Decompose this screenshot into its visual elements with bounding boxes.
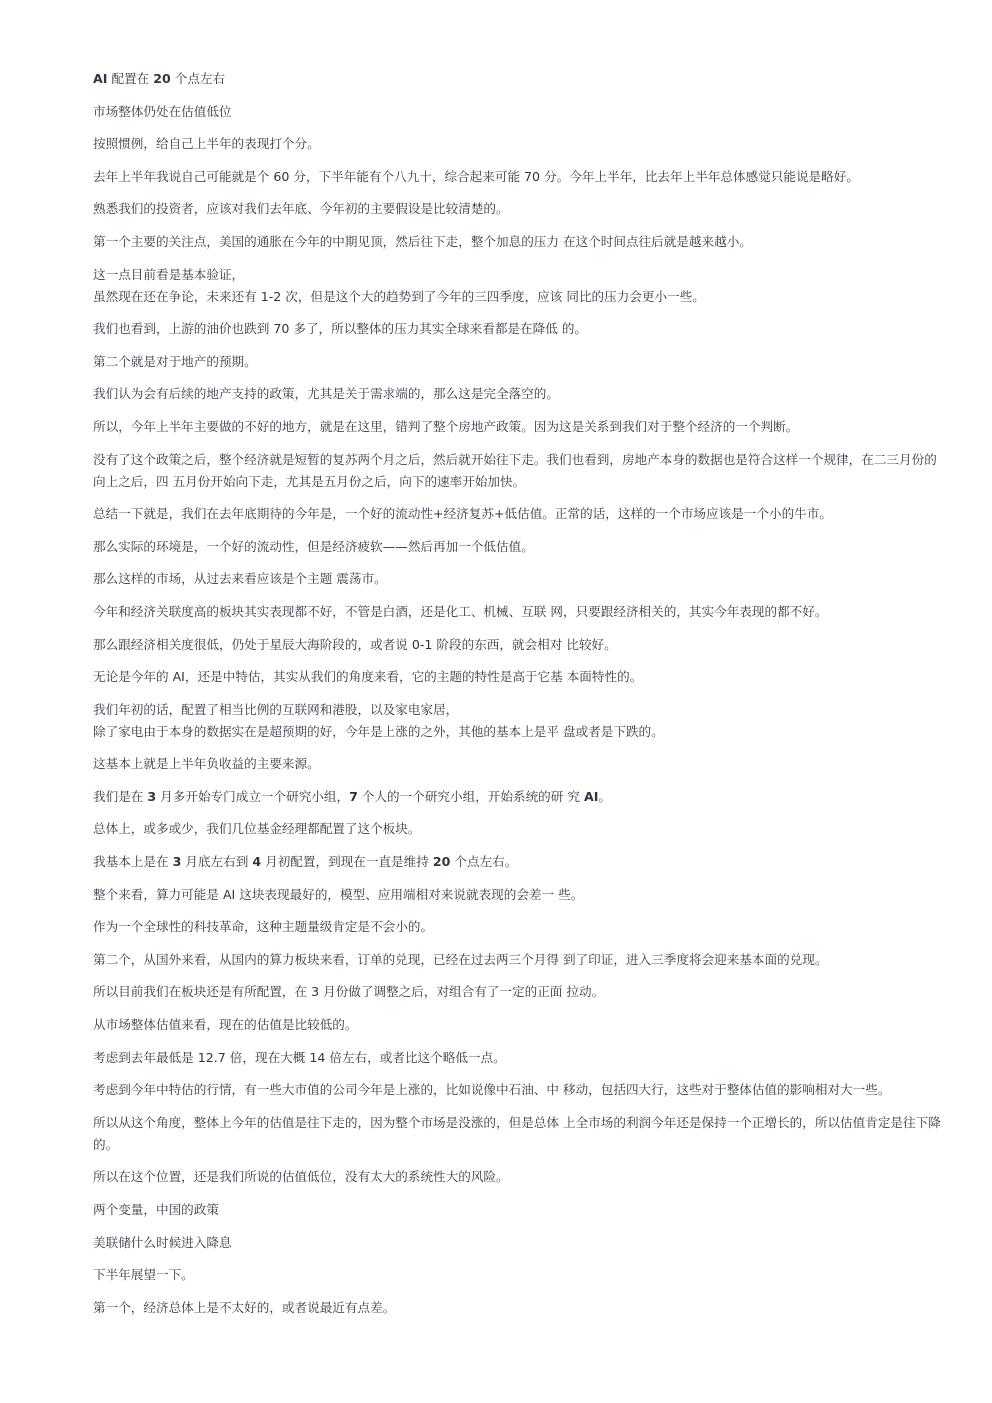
paragraph <box>93 449 945 493</box>
paragraph <box>93 753 945 775</box>
paragraph <box>93 666 945 688</box>
paragraph <box>93 818 945 840</box>
text-line: 我们年初的话，配置了相当比例的互联网和港股，以及家电家居， <box>93 701 459 717</box>
paragraph <box>93 68 945 90</box>
text-line: 除了家电由于本身的数据实在是超预期的好，今年是上涨的之外，其他的基本上是平 盘或者是下跌的。 <box>93 723 664 739</box>
text-line: 虽然现在还在争论，未来还有 1-2 次，但是这个大的趋势到了今年的三四季度，应该 同比的压力会更小一些。 <box>93 288 705 304</box>
text-run: 所以，今年上半年主要做的不好的地方，就是在这里，错判了整个房地产政策。因为这是关系到我们对于整个经济的一个判断。 <box>93 418 799 434</box>
paragraph <box>93 1047 945 1069</box>
text-run: 我们也看到，上游的油价也跌到 70 多了，所以整体的压力其实全球来看都是在降低 的。 <box>93 321 588 337</box>
text-run: 我们是在 <box>93 788 148 804</box>
paragraph <box>93 133 945 155</box>
text-run: 从市场整体估值来看，现在的估值是比较低的。 <box>93 1017 358 1033</box>
text-run: 月底左右到 <box>181 854 253 870</box>
text-run: 第一个主要的关注点，美国的通胀在今年的中期见顶，然后往下走，整个加息的压力 在这个时间点往后就是越来越小。 <box>93 233 752 249</box>
paragraph <box>93 416 945 438</box>
paragraph <box>93 1014 945 1036</box>
bold-text: 3 <box>172 854 182 870</box>
paragraph <box>93 601 945 623</box>
paragraph <box>93 166 945 188</box>
paragraph <box>93 383 945 405</box>
paragraph <box>93 699 945 743</box>
paragraph <box>93 1232 945 1254</box>
paragraph <box>93 101 945 123</box>
text-run: 个点左右 <box>170 71 226 86</box>
text-run: 所以从这个角度，整体上今年的估值是往下走的，因为整个市场是没涨的，但是总体 上全市场的利润今年还是保持一个正增长的，所以估值肯定是往下降的。 <box>93 1114 941 1152</box>
text-run: 熟悉我们的投资者，应该对我们去年底、今年初的主要假设是比较清楚的。 <box>93 201 509 217</box>
text-run: 那么跟经济相关度很低，仍处于星辰大海阶段的，或者说 0-1 阶段的东西，就会相对 比较好。 <box>93 636 617 652</box>
text-run: 考虑到去年最低是 12.7 倍，现在大概 14 倍左右，或者比这个略低一点。 <box>93 1049 506 1065</box>
text-run: 所以目前我们在板块还是有所配置，在 3 月份做了调整之后，对组合有了一定的正面 拉动。 <box>93 984 605 1000</box>
text-run: 第二个就是对于地产的预期。 <box>93 353 257 369</box>
text-run: 第二个，从国外来看，从国内的算力板块来看，订单的兑现，已经在过去两三个月得 到了印证，进入三季度将会迎来基本面的兑现。 <box>93 951 828 967</box>
paragraph <box>93 231 945 253</box>
paragraph <box>93 1297 945 1319</box>
bold-text: AI <box>583 788 599 804</box>
bold-text: 20 <box>432 854 451 870</box>
paragraph <box>93 1112 945 1156</box>
paragraph <box>93 568 945 590</box>
text-run: 我们认为会有后续的地产支持的政策，尤其是关于需求端的，那么这是完全落空的。 <box>93 386 559 402</box>
paragraph <box>93 949 945 971</box>
paragraph <box>93 916 945 938</box>
text-run: 无论是今年的 AI，还是中特估，其实从我们的角度来看，它的主题的特性是高于它基 本面特性的。 <box>93 669 643 685</box>
document-page <box>93 68 945 1329</box>
paragraph <box>93 634 945 656</box>
text-run: 所以在这个位置，还是我们所说的估值低位，没有太大的系统性大的风险。 <box>93 1169 509 1185</box>
bold-text: 4 <box>252 854 262 870</box>
bold-text: 20 <box>153 71 171 86</box>
text-run: 那么实际的环境是，一个好的流动性，但是经济疲软——然后再加一个低估值。 <box>93 538 534 554</box>
paragraph <box>93 1199 945 1221</box>
text-run: 。 <box>598 788 611 804</box>
text-run: 今年和经济关联度高的板块其实表现都不好，不管是白酒，还是化工、机械、互联 网，只要跟经济相关的，其实今年表现的都不好。 <box>93 603 828 619</box>
text-run: 总结一下就是，我们在去年底期待的今年是，一个好的流动性+经济复苏+低估值。正常的话，这样的一个市场应该是一个小的牛市。 <box>93 506 832 522</box>
text-run: 整个来看，算力可能是 AI 这块表现最好的，模型、应用端相对来说就表现的会差一 些。 <box>93 886 584 902</box>
text-run: 个点左右。 <box>450 854 518 870</box>
text-run: 我基本上是在 <box>93 854 173 870</box>
paragraph <box>93 351 945 373</box>
paragraph <box>93 1166 945 1188</box>
bold-text: 3 <box>147 788 157 804</box>
text-run: 按照惯例，给自己上半年的表现打个分。 <box>93 136 320 152</box>
text-run: 市场整体仍处在估值低位 <box>93 103 232 119</box>
paragraph <box>93 884 945 906</box>
text-run: 去年上半年我说自己可能就是个 60 分，下半年能有个八九十，综合起来可能 70 分。今年上半年，比去年上半年总体感觉只能说是略好。 <box>93 168 859 184</box>
bold-text: AI <box>93 71 108 86</box>
text-run: 没有了这个政策之后，整个经济就是短暂的复苏两个月之后，然后就开始往下走。我们也看到，房地产本身的数据也是符合这样一个规律，在二三月份的向上之后，四 五月份开始向下走，尤其是五月份之后，向下的速率开始加快。 <box>93 451 937 489</box>
text-run: 第一个，经济总体上是不太好的，或者说最近有点差。 <box>93 1299 396 1315</box>
paragraph <box>93 264 945 308</box>
text-run: 月多开始专门成立一个研究小组， <box>156 788 350 804</box>
text-run: 考虑到今年中特估的行情，有一些大市值的公司今年是上涨的，比如说像中石油、中 移动，包括四大行，这些对于整体估值的影响相对大一些。 <box>93 1082 891 1098</box>
text-run: 月初配置，到现在一直是维持 <box>261 854 433 870</box>
bold-text: 7 <box>349 788 358 804</box>
text-run: 作为一个全球性的科技革命，这种主题量级肯定是不会小的。 <box>93 919 434 935</box>
text-run: 下半年展望一下。 <box>93 1267 194 1283</box>
paragraph <box>93 786 945 808</box>
paragraph <box>93 981 945 1003</box>
paragraph <box>93 318 945 340</box>
text-run: 那么这样的市场，从过去来看应该是个主题 震荡市。 <box>93 571 387 587</box>
text-run: 美联储什么时候进入降息 <box>93 1234 232 1250</box>
paragraph <box>93 503 945 525</box>
paragraph <box>93 536 945 558</box>
text-line: 这一点目前看是基本验证， <box>93 266 245 282</box>
text-run: 这基本上就是上半年负收益的主要来源。 <box>93 756 320 772</box>
text-run: 两个变量，中国的政策 <box>93 1202 219 1217</box>
text-run: 总体上，或多或少，我们几位基金经理都配置了这个板块。 <box>93 821 421 837</box>
paragraph <box>93 1264 945 1286</box>
paragraph <box>93 851 945 873</box>
text-run: 配置在 <box>107 71 154 86</box>
text-run: 个人的一个研究小组，开始系统的研 究 <box>357 788 584 804</box>
paragraph <box>93 198 945 220</box>
paragraph <box>93 1079 945 1101</box>
